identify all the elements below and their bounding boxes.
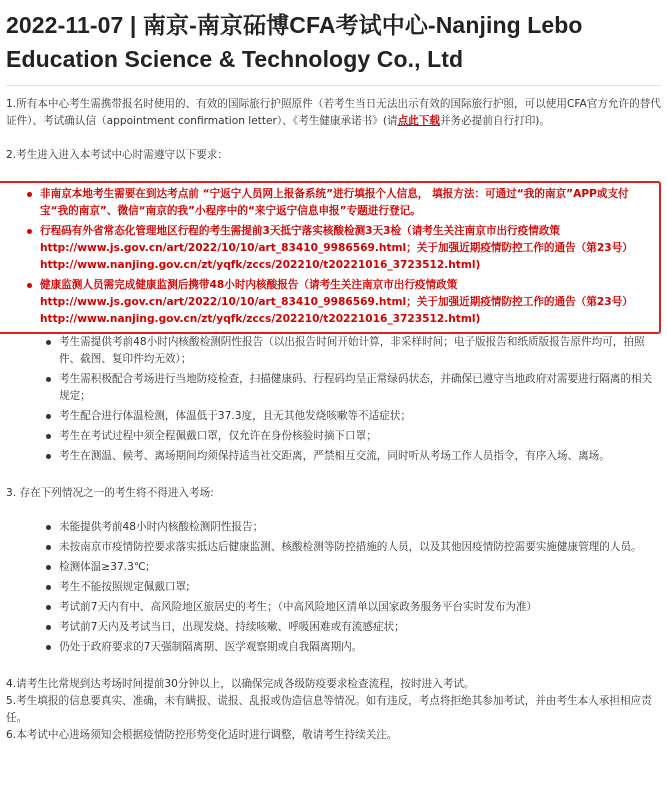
list-item: 考生不能按照规定佩戴口罩; (59, 579, 661, 596)
highlighted-requirements-box (0, 181, 661, 334)
list-item: 仍处于政府要求的7天强制隔离期、医学观察期或自我隔离期内。 (59, 639, 661, 656)
highlighted-item: 非南京本地考生需要在到达考点前 “宁返宁人员网上报备系统”进行填报个人信息， 填报方法：可通过“我的南京”APP或支付宝“我的南京”、微信“南京的我”小程序中的“来宁返宁信息申报”专题进行登记。 (40, 186, 655, 220)
highlighted-item: 行程码有外省常态化管理地区行程的考生需提前3天抵宁落实核酸检测3天3检（请考生关注南京市出行疫情政策http://www.js.gov.cn/art/2022/10/10/art_83410_9986569.html；关于加强近期疫情防控工作的通告（第23号）http://www.nanjing.gov.cn/zt/yqfk/zccs/202210/t20221016_3723512.html) (40, 223, 655, 274)
paragraph-4: 4.请考生比常规到达考场时间提前30分钟以上，以确保完成各级防疫要求检查流程，按时进入考试。 (6, 678, 475, 690)
list-item: 考生在考试过程中须全程佩戴口罩，仅允许在身份核验时摘下口罩； (59, 428, 661, 445)
list-item: 考生在测温、候考、离场期间均须保持适当社交距离，严禁相互交流，同时听从考场工作人员指令，有序入场、离场。 (59, 448, 661, 465)
list-item: 未按南京市疫情防控要求落实抵达后健康监测、核酸检测等防控措施的人员，以及其他因疫情防控需要实施健康管理的人员。 (59, 539, 661, 556)
notice-page (6, 0, 661, 744)
section-2-list (6, 181, 661, 465)
highlighted-item: 健康监测人员需完成健康监测后携带48小时内核酸报告（请考生关注南京市出行疫情政策http://www.js.gov.cn/art/2022/10/10/art_83410_9986569.html；关于加强近期疫情防控工作的通告（第23号）http://www.nanjing.gov.cn/zt/yqfk/zccs/202210/t20221016_3723512.html) (40, 277, 655, 328)
paragraph-5: 5.考生填报的信息要真实、准确，未有瞒报、谎报、乱报或伪造信息等情况。如有违反，考点将拒绝其参加考试，并由考生本人承担相应责任。 (6, 695, 652, 724)
section-1-text-after: 并务必提前自行打印)。 (439, 115, 551, 127)
page-title: 2022-11-07 | 南京-南京砳博CFA考试中心-Nanjing Lebo Education Science & Technology Co., Ltd (6, 12, 583, 72)
spacer (6, 468, 661, 485)
section-3-heading: 3. 存在下列情况之一的考生将不得进入考场: (6, 487, 214, 499)
section-3-list (6, 519, 661, 656)
list-item: 未能提供考前48小时内核酸检测阴性报告； (59, 519, 661, 536)
list-item: 考试前7天内及考试当日，出现发烧、持续咳嗽、呼吸困难或有流感症状； (59, 619, 661, 636)
list-item: 考生需提供考前48小时内核酸检测阴性报告（以出报告时间开始计算，非采样时间；电子版报告和纸质版报告原件均可，拍照件、截图、复印件均无效）； (59, 334, 661, 368)
paragraph-6: 6.本考试中心进场须知会根据疫情防控形势变化适时进行调整，敬请考生持续关注。 (6, 729, 398, 741)
list-item: 考试前7天内有中、高风险地区旅居史的考生；（中高风险地区清单以国家政务服务平台实时发布为准） (59, 599, 661, 616)
section-1-paragraph (6, 96, 661, 130)
list-item: 检测体温≥37.3℃; (59, 559, 661, 576)
requirements-list (6, 334, 661, 465)
list-item: 考生需积极配合考场进行当地防疫检查，扫描健康码、行程码均呈正常绿码状态，并确保已遵守当地政府对需要进行隔离的相关规定； (59, 371, 661, 405)
section-2-heading: 2.考生进入进入本考试中心时需遵守以下要求： (6, 149, 228, 161)
section-1-text-before: 1.所有本中心考生需携带报名时使用的、有效的国际旅行护照原件（若考生当日无法出示有效的国际旅行护照，可以使用CFA官方允许的替代证件）、考试确认信（appointment confirmation letter）、《考生健康承诺书》(请 (6, 98, 661, 127)
download-link[interactable]: 点此下载 (397, 115, 440, 127)
list-item: 考生配合进行体温检测，体温低于37.3度，且无其他发烧咳嗽等不适症状； (59, 408, 661, 425)
spacer (6, 130, 661, 147)
title-divider (6, 85, 661, 86)
exclusion-list (6, 519, 661, 656)
highlighted-requirements-list (8, 186, 655, 328)
spacer (6, 659, 661, 676)
